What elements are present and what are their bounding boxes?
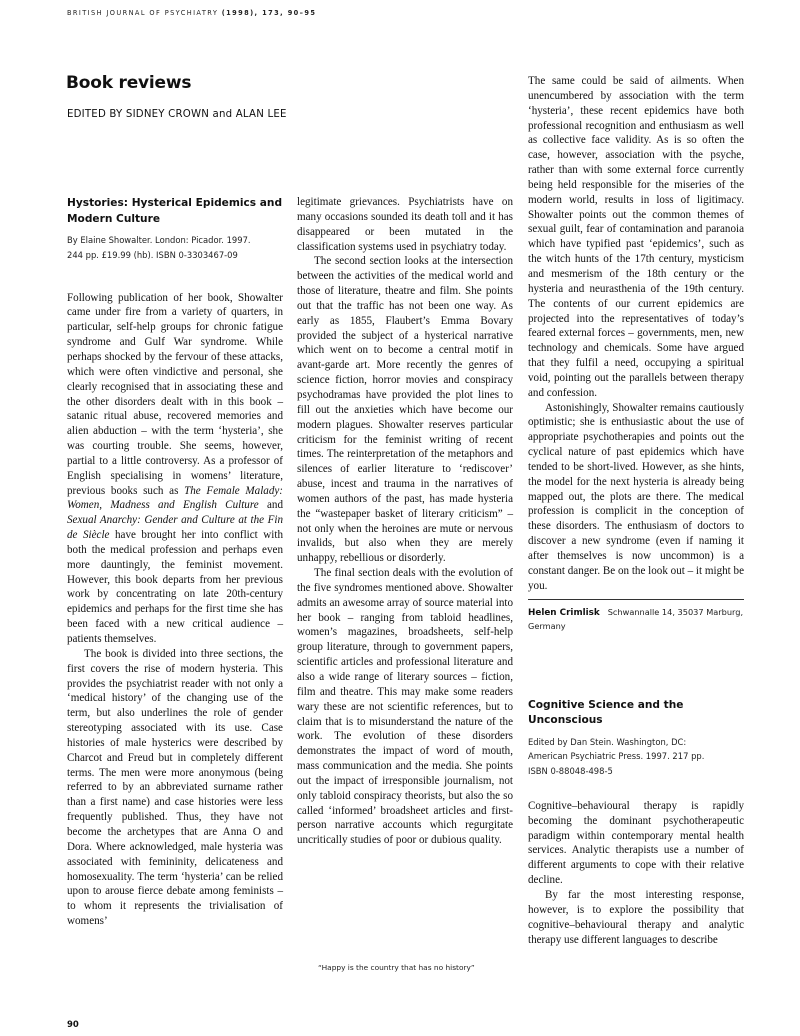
citation: (1998), 173, 90–95 [221,9,317,17]
editors-line [67,109,287,120]
review-2 [528,698,744,948]
editors-suffix: ALAN LEE [235,109,287,120]
review-1-title: Hystories: Hysterical Epidemics and Modern Culture [67,197,283,225]
column-3 [528,74,744,947]
review-1-body-part-1 [67,291,283,929]
section-title: Book reviews [66,73,192,93]
page-number: 90 [67,1020,79,1030]
review-2-biblio-line-2: American Psychiatric Press. 1997. 217 pp. [528,751,705,762]
review-1-body-part-3 [528,74,744,594]
journal-name: BRITISH JOURNAL OF PSYCHIATRY [67,9,219,17]
review-1-biblio-line-1: By Elaine Showalter. London: Picador. 1997. [67,235,251,245]
review-2-body [528,799,744,947]
book-title-female-malady: The Female Malady: Women, Madness and English Culture [67,484,283,512]
review-1-paragraph-3: The second section looks at the intersection between the activities of the medical world and those of literature, theatre and film. She points out that the traffic has not been one way. As early as 1855, Flaubert’s Emma Bovary provided the subject of a hysterical narrative which went on to become a central motif in avant-garde art. More recently the genres of science fiction, horror movies and conspiracy psychodramas have provided the plot lines to fill out the anxieties which have become our modern plagues. Showalter reserves particular criticism for the feminist writing of recent times. The reinterpretation of the metaphors and silences of earlier literature to ‘rediscover’ abuse, incest and trauma in the narratives of women authors of the past, has made hysteria the “wastepaper basket of literary criticism” – not only when the heroines are mute or nervous invalids, but also when they are merely unhappy, rebellious or disorderly. [297,255,513,565]
review-2-title: Cognitive Science and the Unconscious [528,698,684,727]
review-1-paragraph-6: Astonishingly, Showalter remains cautiously optimistic; she is enthusiastic about the use of appropriate psychotherapies and points out the cyclical nature of past epidemics which have tended to be short-lived. However, as she hints, the model for the next hysteria is already being mapped out, the plots are there. The medical profession is complicit in the conception of these disorders. The enthusiasm of doctors to discover a new syndrome (even if naming it after themselves is now uncommon) is a constant danger. Be on the look out – it might be you. [528,401,744,592]
review-1-paragraph-2-continued: legitimate grievances. Psychiatrists have on many occasions sounded its death toll and it has disappeared or been mutated in the classification systems used in psychiatry today. [297,196,513,253]
reviewer-divider [528,599,744,600]
pull-quote: “Happy is the country that has no history” [318,963,475,972]
reviewer-address: Schwannalle 14, 35037 Marburg, Germany [528,606,744,632]
review-2-biblio-line-1: Edited by Dan Stein. Washington, DC: [528,736,687,747]
review-1-paragraph-4: The final section deals with the evolution of the five syndromes mentioned above. Showalter admits an awesome array of source material into her book – ranging from tabloid headlines, women’s magazines, broadsheets, self-help group literature, through to government papers, scientific articles and professional literature and also a wide range of literary sources – fiction, film and theatre. This may make some readers wary these are not scientific references, but to claim that is to misunderstand the nature of the work. The evolution of these disorders demonstrates the impact of word of mouth, mass communication and the media. She points out the impact of irresponsible journalism, not only tabloid conspiracy theorists, but also the so called ‘informed’ broadsheet articles and first-person narrative accounts which regurgitate uncritically studies of poor or dubious quality. [297,567,513,847]
book-title-sexual-anarchy: Sexual Anarchy: Gender and Culture at the Fin de Siècle [67,514,283,542]
review-1-biblio-line-2: 244 pp. £19.99 (hb). ISBN 0-3303467-09 [67,249,238,260]
review-2-paragraph-2: By far the most interesting response, however, is to explore the possibility that cognitive–behavioural therapy and analytic therapy use different languages to describe [528,888,744,946]
column-2 [297,195,513,848]
review-2-paragraph-1: Cognitive–behavioural therapy is rapidly becoming the dominant psychotherapeutic paradigm within contemporary mental health services. Analytic therapists use a number of different arguments to cope with their relative decline. [528,799,744,887]
reviewer-signoff [528,606,744,634]
review-1-body-part-2 [297,195,513,848]
column-1 [67,196,283,929]
reviewer-name: Helen Crimlisk [528,607,600,618]
review-1-paragraph-2: The book is divided into three sections, the first covers the rise of modern hysteria. This provides the psychiatrist reader with not only a ‘medical history’ of the changing use of the term, but also underlines the role of gender stereotyping associated with its use. Case histories of male hysterics were described by Charcot and Freud but in completely different terms. The men were more anonymous (being referred to by an abbreviated surname rather than a first name) and case histories were less frequently published. Thus, they have not become the archetypes that are Anna O and Dora. Where acknowledged, male hysteria was associated with femininity, delicateness and homosexuality. The term ‘hysteria’ can be relied upon to arouse fierce debate among feminists – to whom it represents the trivialisation of womens’ [67,647,283,928]
editors-and: and [212,109,233,120]
running-head [67,9,316,17]
review-1-paragraph-1: Following publication of her book, Showalter came under fire from a variety of quarters, in particular, self-help groups for chronic fatigue syndrome and Gulf War syndrome. While perhaps shocked by the fervour of these attacks, which were often vindictive and personal, she clearly recognised that in associating these and the other disorders dealt with in this book – satanic ritual abuse, recovered memories and alien abduction – with the term ‘hysteria’, she was courting trouble. She seems, however, partial to a little controversy. As a professor of English specialising in womens’ literature, previous books such as The Female Malady: Women, Madness and English Culture and Sexual Anarchy: Gender and Culture at the Fin de Siècle have brought her into conflict with both the medical profession and perhaps even more dauntingly, the feminist movement. However, this book departs from her previous work by concentrating on late 20th-century epidemics and perhaps for the first time she has been faced with a new critical audience – patients themselves. [67,291,284,645]
review-1-paragraph-5: The same could be said of ailments. When unencumbered by association with the term ‘hysteria’, these recent epidemics have both professional recognition and enthusiasm as well as collective face validity. As is so often the case, however, association with the psyche, rather than with some external force currently being held responsible for the miseries of the modern world, results in loss of ligitimacy. Showalter points out the common themes of sexual guilt, fear of contamination and paranoia which have typified past ‘epidemics’, such as the witch hunts of the 17th century, mysticism and mesmerism of the 18th century or the hysteria and neurasthenia of the 19th century. The contents of our current epidemics are projected into the representatives of today’s feared external forces – governments, men, new technology and chemicals. Some have argued that they fulfil a need, occupying a spiritual void, pointing out the parallels between therapy and confession. [528,75,744,399]
review-2-biblio-line-3: ISBN 0-88048-498-5 [528,766,613,777]
editors-prefix: EDITED BY SIDNEY CROWN [67,109,210,120]
